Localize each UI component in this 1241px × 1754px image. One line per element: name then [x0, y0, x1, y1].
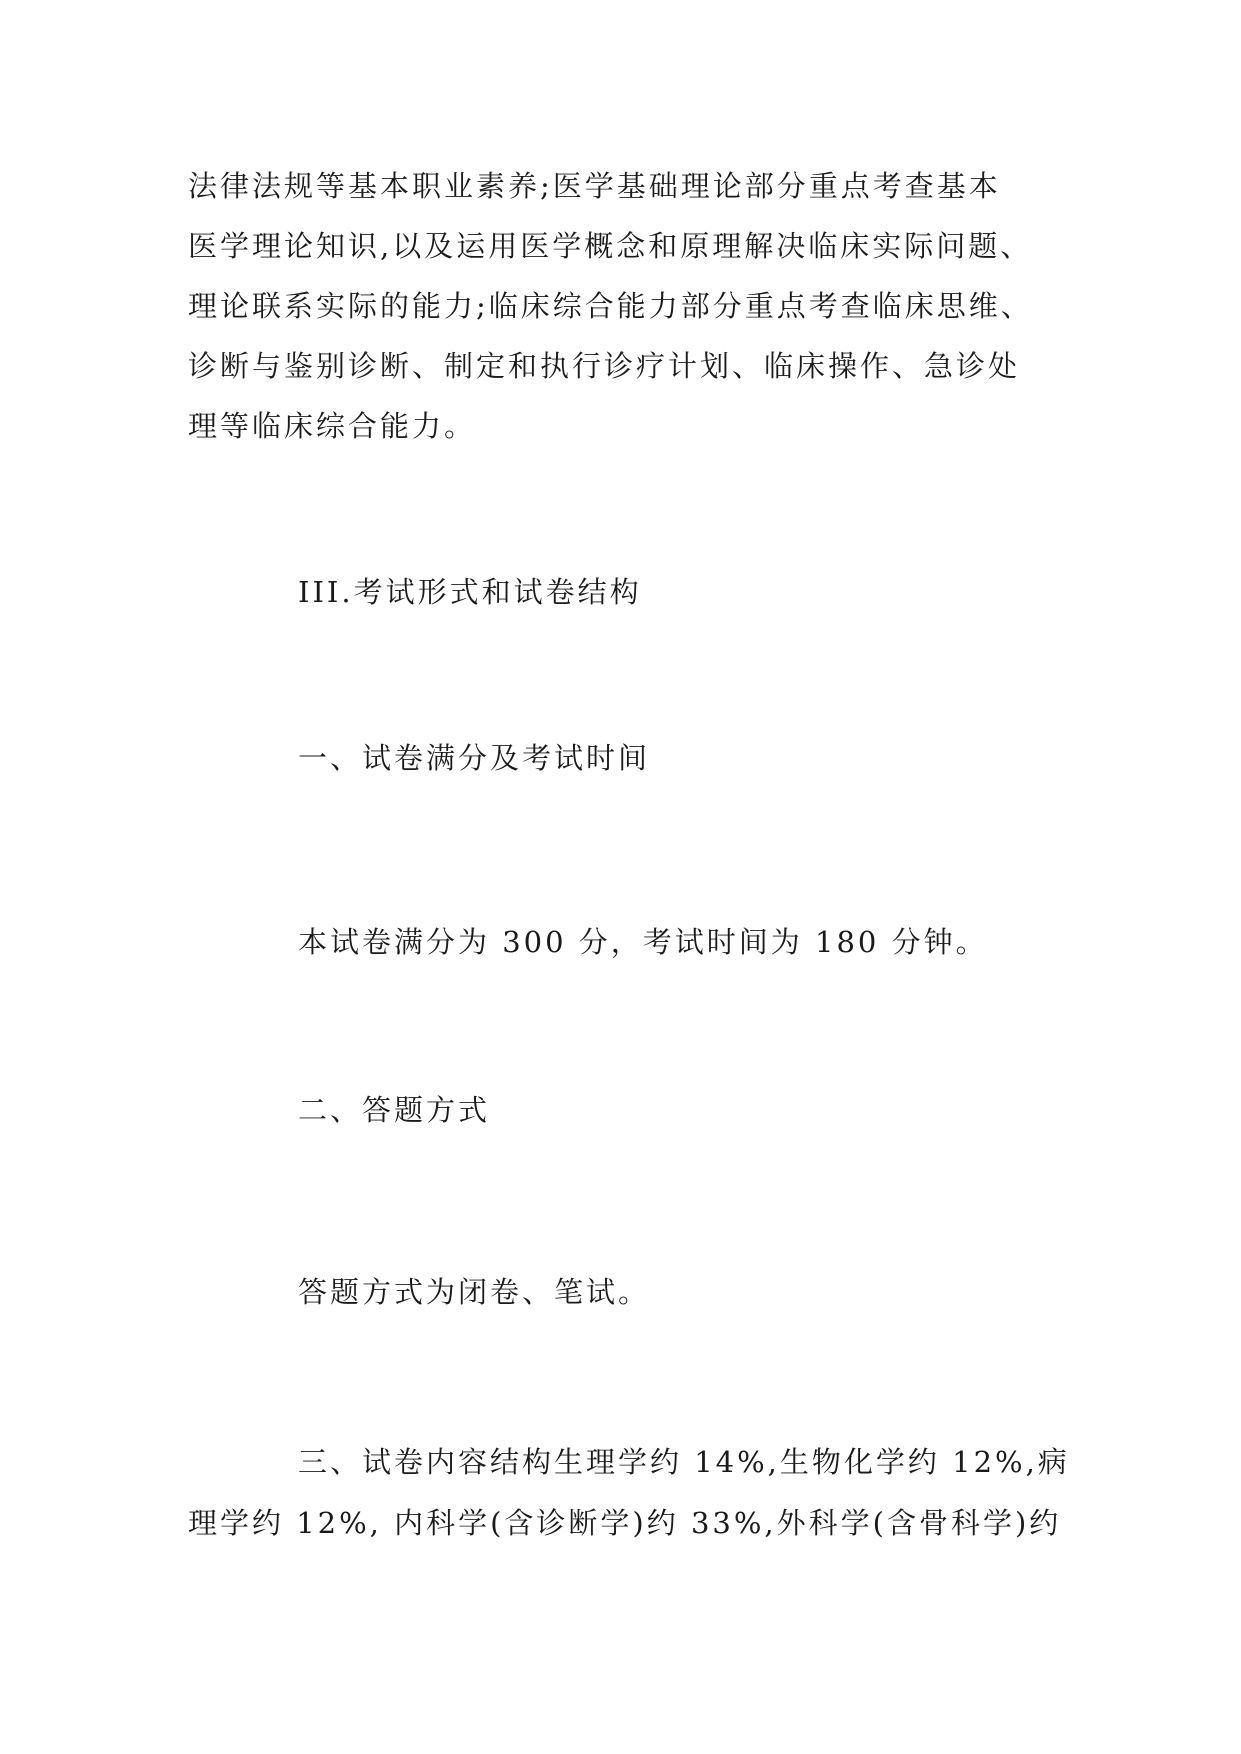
paragraph-line: 理论联系实际的能力;临床综合能力部分重点考查临床思维、 — [188, 289, 1033, 323]
paragraph-line: 理学约 12%, 内科学(含诊断学)约 33%,外科学(含骨科学)约 — [188, 1506, 1062, 1540]
paragraph-line: 三、试卷内容结构生理学约 14%,生物化学约 12%,病 — [298, 1445, 1070, 1479]
paragraph-line: 诊断与鉴别诊断、制定和执行诊疗计划、临床操作、急诊处 — [188, 349, 1021, 383]
paragraph-line: 医学理论知识,以及运用医学概念和原理解决临床实际问题、 — [188, 229, 1033, 263]
sub-heading-score-time: 一、试卷满分及考试时间 — [298, 741, 651, 775]
score-time-paragraph: 本试卷满分为 300 分，考试时间为 180 分钟。 — [298, 925, 988, 959]
answer-method-paragraph: 答题方式为闭卷、笔试。 — [298, 1275, 651, 1309]
paragraph-line: 理等临床综合能力。 — [188, 409, 477, 443]
sub-heading-answer-method: 二、答题方式 — [298, 1093, 491, 1127]
paragraph-line: 法律法规等基本职业素养;医学基础理论部分重点考查基本 — [188, 169, 1001, 203]
section-heading: III.考试形式和试卷结构 — [298, 575, 642, 609]
